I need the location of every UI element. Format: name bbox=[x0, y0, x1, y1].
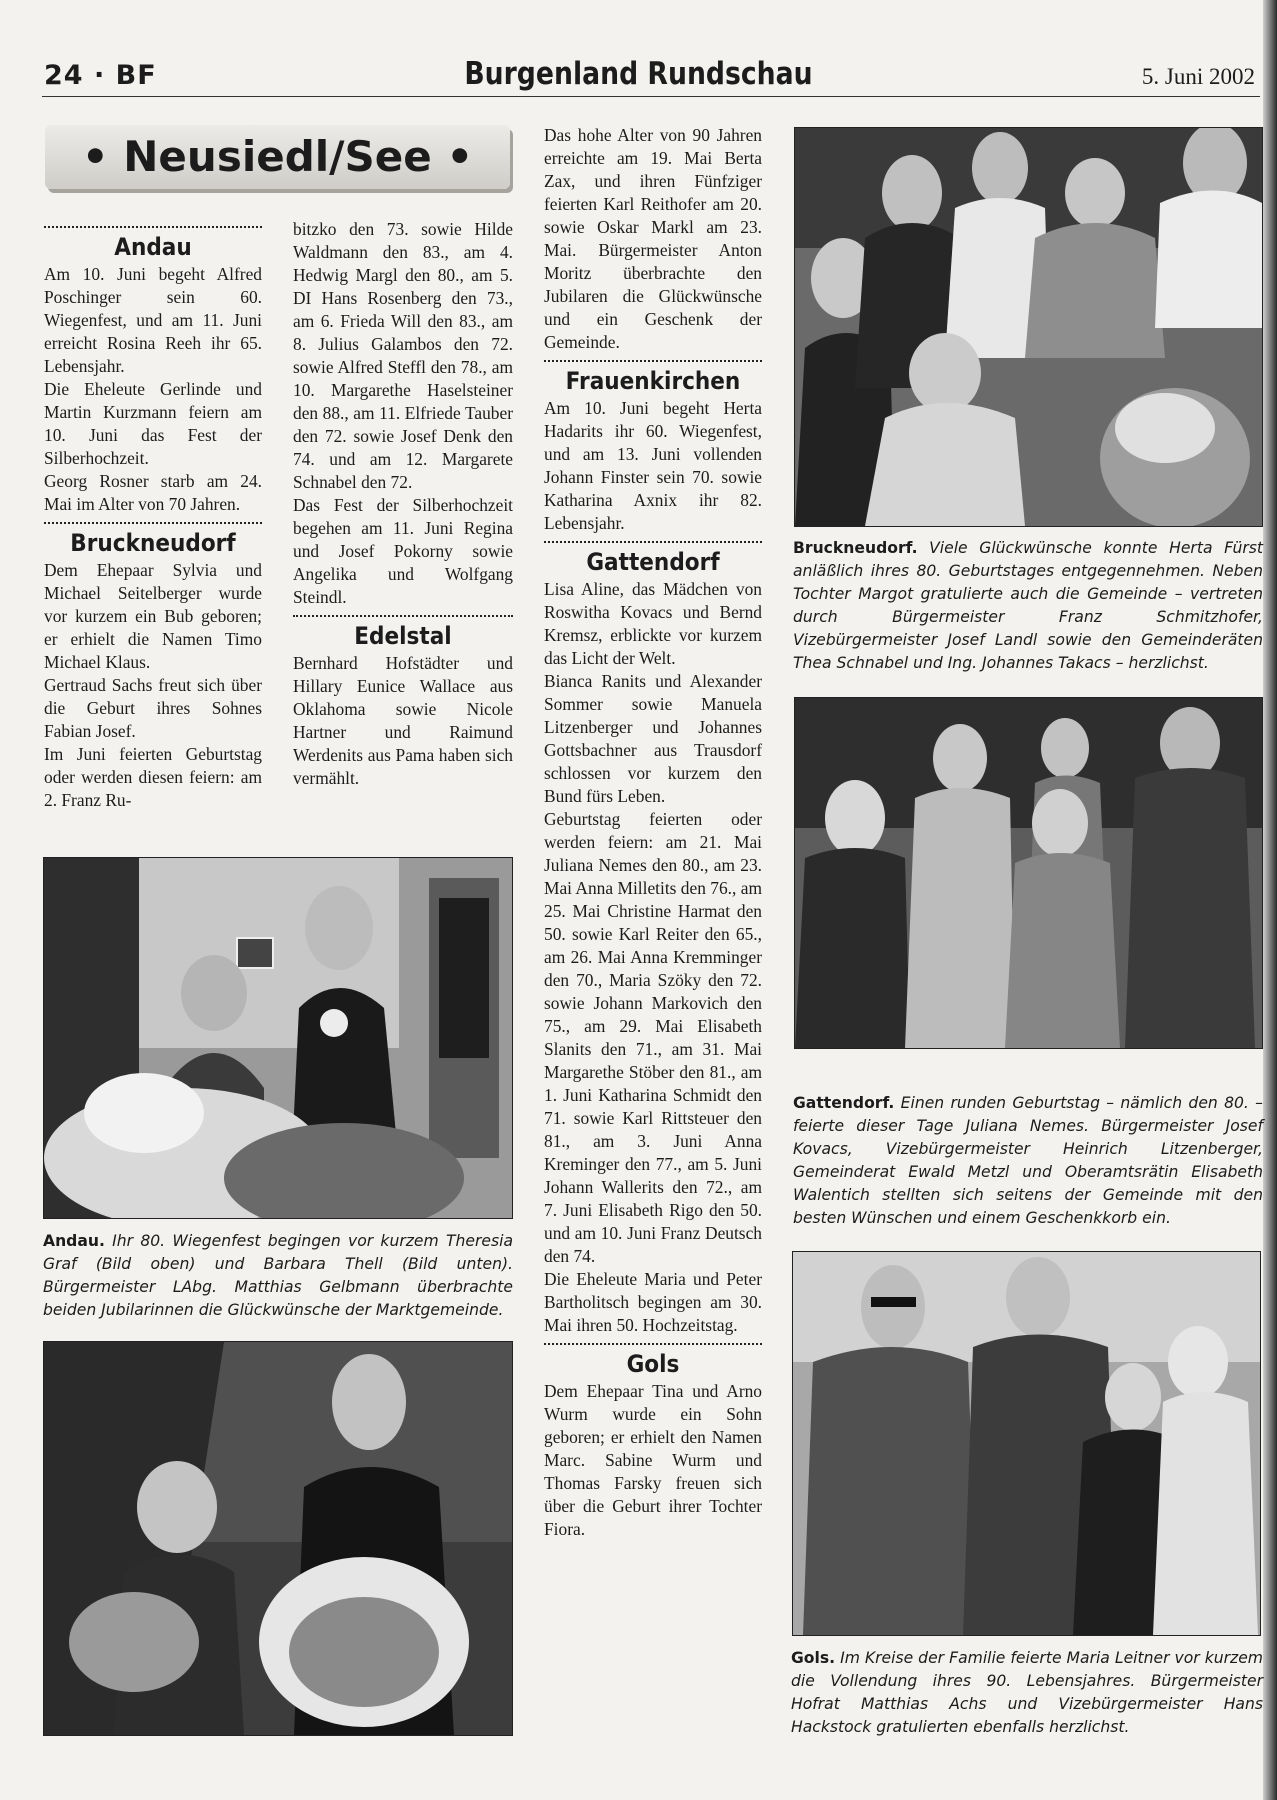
divider bbox=[44, 226, 262, 228]
divider bbox=[544, 541, 762, 543]
newspaper-title: Burgenland Rundschau bbox=[464, 56, 813, 92]
divider bbox=[44, 522, 262, 524]
caption-text: Ihr 80. Wiegenfest begingen vor kurzem Theresia Graf (Bild oben) und Barbara Thell (Bild unten). Bürgermeister LAbg. Matthias Gelbmann überbrachte beiden Jubilarinnen die Glückwünsche der Marktgemeinde. bbox=[43, 1232, 513, 1319]
section-banner: • Neusiedl/See • bbox=[45, 125, 510, 189]
article-text: Am 10. Juni begeht Alfred Poschinger sein 60. Wiegenfest, und am 11. Juni erreicht Rosina Reeh ihr 65. Lebensjahr. bbox=[44, 264, 262, 376]
article-text: Geburtstag feierten oder werden feiern: am 21. Mai Juliana Nemes den 80., am 23. Mai Anna Milletits den 76., am 25. Mai Christine Harmat den 50. sowie Karl Reiter den 65., am 26. Mai Anna Kremminger den 70., Maria Szöky den 72. sowie Johann Markovich den 75., am 29. Mai Elisabeth Slanits den 71., am 31. Mai Margarethe Stöber den 81., am 1. Juni Katharina Schmidt den 71. sowie Karl Rittsteuer den 81., am 3. Juni Anna Kreminger den 77., am 5. Juni Johann Wallerits den 72., am 7. Juni Elisabeth Rigo den 50. und am 10. Juni Franz Deutsch den 74. bbox=[544, 809, 762, 1266]
article-text: Dem Ehepaar Tina und Arno Wurm wurde ein Sohn geboren; er erhielt den Namen Marc. Sabine Wurm und Thomas Farsky freuen sich über die Geburt ihrer Tochter Fiora. bbox=[544, 1381, 762, 1539]
caption-place: Gols. bbox=[791, 1649, 836, 1667]
caption-place: Andau. bbox=[43, 1232, 105, 1250]
caption-gattendorf bbox=[793, 1092, 1263, 1230]
article-text: Lisa Aline, das Mädchen von Roswitha Kovacs und Bernd Kremsz, erblickte vor kurzem das Licht der Welt. bbox=[544, 579, 762, 668]
caption-andau bbox=[43, 1230, 513, 1322]
article-text: Gertraud Sachs freut sich über die Geburt ihres Sohnes Fabian Josef. bbox=[44, 675, 262, 741]
column-1 bbox=[44, 220, 262, 812]
heading-gols: Gols bbox=[626, 1350, 680, 1378]
photo-gattendorf bbox=[794, 697, 1263, 1049]
page-edge-shadow bbox=[1263, 0, 1277, 1800]
caption-gols bbox=[791, 1647, 1263, 1739]
article-text: Im Juni feierten Geburtstag oder werden diesen feiern: am 2. Franz Ru- bbox=[44, 744, 262, 810]
issue-date: 5. Juni 2002 bbox=[1141, 64, 1255, 89]
divider bbox=[544, 360, 762, 362]
article-text: Am 10. Juni begeht Herta Hadarits ihr 60. Wiegenfest, und am 13. Juni vollenden Johann Finster sein 70. sowie Katharina Axnix ihr 82. Lebensjahr. bbox=[544, 398, 762, 533]
header-rule bbox=[42, 96, 1260, 97]
divider bbox=[544, 1343, 762, 1345]
page-number: 24 · BF bbox=[44, 60, 157, 91]
article-text: Das Fest der Silberhochzeit begehen am 11. Juni Regina und Josef Pokorny sowie Angelika und Wolfgang Steindl. bbox=[293, 495, 513, 607]
article-text: Bianca Ranits und Alexander Sommer sowie Manuela Litzenberger und Johannes Gottsbachner aus Trausdorf schlossen vor kurzem den Bund fürs Leben. bbox=[544, 671, 762, 806]
photo-andau-thell bbox=[43, 1341, 513, 1736]
heading-frauenkirchen: Frauenkirchen bbox=[565, 367, 741, 395]
heading-andau: Andau bbox=[114, 233, 192, 261]
column-2 bbox=[293, 218, 513, 790]
photo-bruckneudorf bbox=[794, 127, 1263, 527]
caption-text: Im Kreise der Familie feierte Maria Leitner vor kurzem die Vollendung ihres 90. Lebensjahres. Bürgermeister Hofrat Matthias Achs und Vizebürgermeister Hans Hackstock gratulierten ebenfalls herzlichst. bbox=[791, 1649, 1263, 1736]
photo-gols bbox=[792, 1251, 1261, 1636]
caption-bruckneudorf bbox=[793, 537, 1263, 675]
article-text: Das hohe Alter von 90 Jahren erreichte am 19. Mai Berta Zax, und ihren Fünfziger feierten Karl Reithofer am 20. sowie Oskar Markl am 23. Mai. Bürgermeister Anton Moritz überbrachte den Jubilaren die Glückwünsche und ein Geschenk der Gemeinde. bbox=[544, 125, 762, 352]
article-text: Dem Ehepaar Sylvia und Michael Seitelberger wurde vor kurzem ein Bub geboren; er erhielt die Namen Timo Michael Klaus. bbox=[44, 560, 262, 672]
article-text: Georg Rosner starb am 24. Mai im Alter von 70 Jahren. bbox=[44, 471, 262, 514]
caption-text: Einen runden Geburtstag – nämlich den 80. – feierte dieser Tage Juliana Nemes. Bürgermeister Josef Kovacs, Vizebürgermeister Heinrich Litzenberger, Gemeinderat Ewald Metzl und Oberamtsrätin Elisabeth Walentich stellten sich seitens der Gemeinde mit den besten Wünschen und einem Geschenkkorb ein. bbox=[793, 1094, 1263, 1227]
caption-place: Bruckneudorf. bbox=[793, 539, 918, 557]
caption-text: Viele Glückwünsche konnte Herta Fürst anläßlich ihres 80. Geburtstages entgegennehmen. Neben Tochter Margot gratulierte auch die Gemeinde – vertreten durch Bürgermeister Franz Schmitzhofer, Vizebürgermeister Josef Landl sowie den Gemeinderäten Thea Schnabel und Ing. Johannes Takacs – herzlichst. bbox=[793, 539, 1263, 672]
heading-edelstal: Edelstal bbox=[354, 622, 452, 650]
caption-place: Gattendorf. bbox=[793, 1094, 895, 1112]
article-text: Bernhard Hofstädter und Hillary Eunice Wallace aus Oklahoma sowie Nicole Hartner und Raimund Werdenits aus Pama haben sich vermählt. bbox=[293, 653, 513, 788]
photo-andau-graf bbox=[43, 857, 513, 1219]
article-text: Die Eheleute Maria und Peter Bartholitsch begingen am 30. Mai ihren 50. Hochzeitstag. bbox=[544, 1269, 762, 1335]
heading-gattendorf: Gattendorf bbox=[586, 548, 720, 576]
column-3 bbox=[544, 124, 762, 1541]
article-text: Die Eheleute Gerlinde und Martin Kurzmann feiern am 10. Juni das Fest der Silberhochzeit. bbox=[44, 379, 262, 468]
heading-bruckneudorf: Bruckneudorf bbox=[70, 529, 236, 557]
divider bbox=[293, 615, 513, 617]
article-text: bitzko den 73. sowie Hilde Waldmann den 83., am 4. Hedwig Margl den 80., am 5. DI Hans Rosenberg den 73., am 6. Frieda Will den 83., am 8. Julius Galambos den 72. sowie Alfred Steffl den 78., am 10. Margarethe Haselsteiner den 88., am 11. Elfriede Tauber den 72. sowie Josef Denk den 74. und am 12. Margarete Schnabel den 72. bbox=[293, 219, 513, 492]
